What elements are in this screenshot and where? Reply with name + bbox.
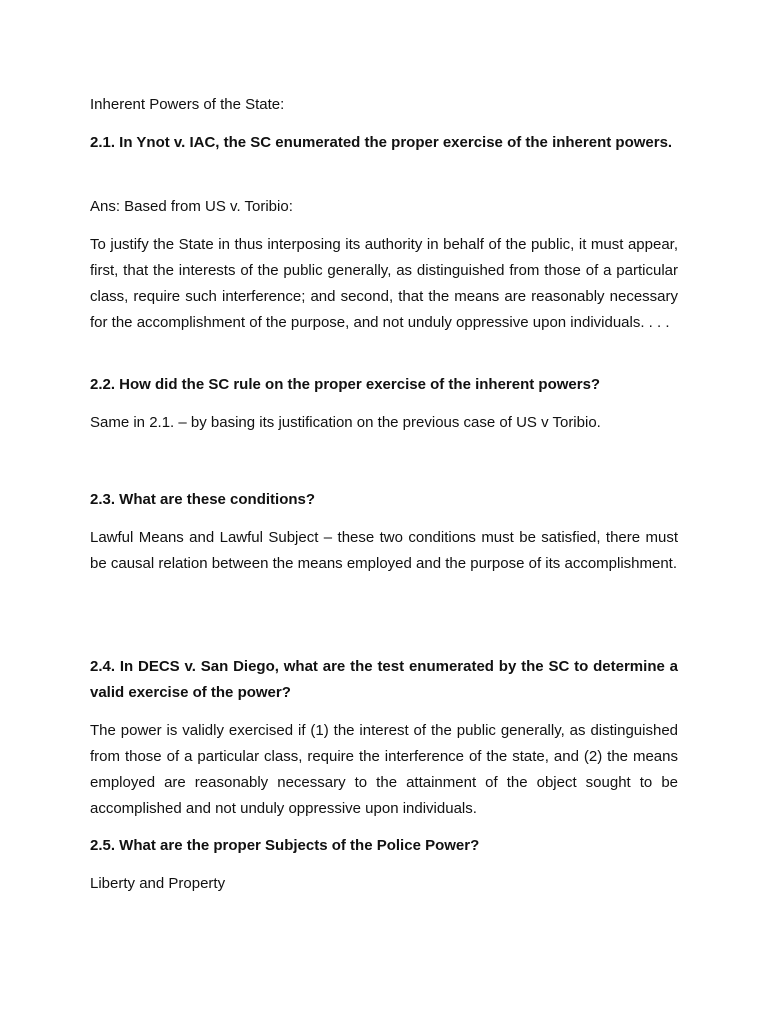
answer-2-3: Lawful Means and Lawful Subject – these two conditions must be satisfied, there must be causal relation between the means employed and the purpose of its accomplishment. — [90, 529, 678, 572]
answer-2-1: To justify the State in thus interposing its authority in behalf of the public, it must appear, first, that the interests of the public generally, as distinguished from those of a particular class, require such interference; and second, that the means are reasonably necessary for the accomplishment of the purpose, and not unduly oppressive upon individuals. . . . — [90, 236, 678, 331]
answer-2-4: The power is validly exercised if (1) the interest of the public generally, as distinguished from those of a particular class, require the interference of the state, and (2) the means employed are reasonably necessary to the attainment of the object sought to be accomplished and not unduly oppressive upon individuals. — [90, 722, 678, 817]
question-2-3: 2.3. What are these conditions? — [90, 491, 316, 508]
question-2-5: 2.5. What are the proper Subjects of the Police Power? — [90, 837, 480, 854]
document-heading: Inherent Powers of the State: — [90, 96, 285, 113]
question-2-1: 2.1. In Ynot v. IAC, the SC enumerated the proper exercise of the inherent powers. — [90, 134, 673, 151]
question-2-2: 2.2. How did the SC rule on the proper exercise of the inherent powers? — [90, 376, 601, 393]
question-2-4: 2.4. In DECS v. San Diego, what are the test enumerated by the SC to determine a valid exercise of the power? — [90, 658, 678, 701]
answer-2-1-intro: Ans: Based from US v. Toribio: — [90, 198, 293, 215]
answer-2-5: Liberty and Property — [90, 875, 226, 892]
answer-2-2: Same in 2.1. – by basing its justification on the previous case of US v Toribio. — [90, 414, 601, 431]
